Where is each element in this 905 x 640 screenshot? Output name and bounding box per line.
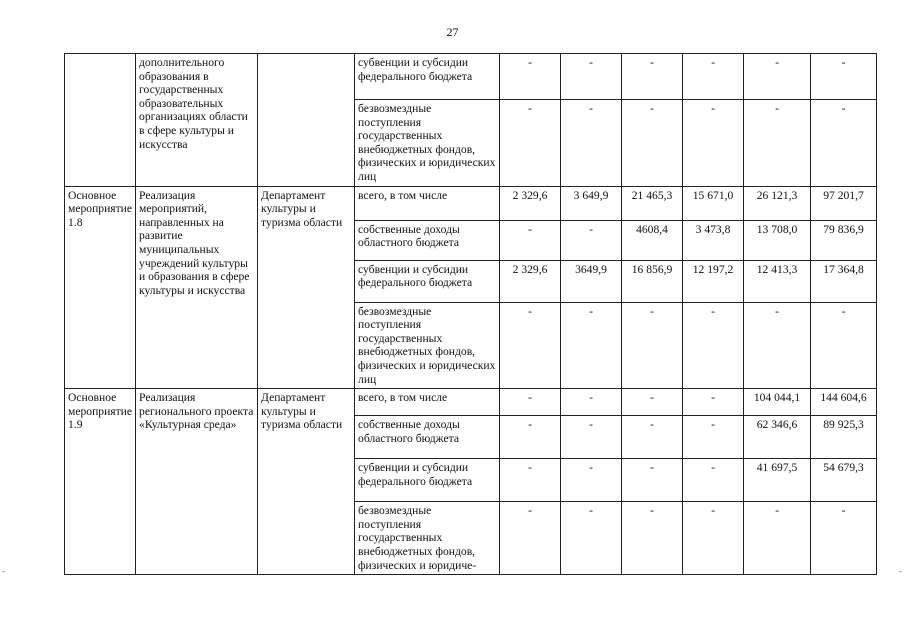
event-name-cell: Реализация регионального проекта «Культурная среда» (136, 389, 258, 575)
value-cell: 4608,4 (622, 220, 683, 260)
value-cell: - (622, 54, 683, 100)
value-cell: - (561, 459, 622, 502)
funding-source-cell: безвозмездные поступления государственных внебюджетных фондов, физических и юридических лиц (355, 100, 500, 187)
value-cell: 16 856,9 (622, 260, 683, 302)
funding-source-cell: субвенции и субсидии федерального бюджета (355, 260, 500, 302)
value-cell: - (683, 54, 744, 100)
value-cell: - (622, 100, 683, 187)
value-cell: - (500, 302, 561, 389)
value-cell: - (683, 416, 744, 459)
funding-source-cell: всего, в том числе (355, 186, 500, 220)
value-cell: - (500, 416, 561, 459)
value-cell: - (744, 502, 811, 575)
value-cell: - (561, 100, 622, 187)
executor-cell (258, 54, 355, 187)
value-cell: 144 604,6 (811, 389, 877, 416)
value-cell: - (500, 100, 561, 187)
scan-edge-mark: - (2, 566, 5, 576)
funding-source-cell: субвенции и субсидии федерального бюджета (355, 459, 500, 502)
value-cell: - (622, 389, 683, 416)
value-cell: - (744, 54, 811, 100)
value-cell: 89 925,3 (811, 416, 877, 459)
value-cell: - (622, 302, 683, 389)
event-name-cell: Реализация мероприятий, направленных на развитие муниципальных учреждений культуры и образования в сфере культуры и искусства (136, 186, 258, 389)
value-cell: - (500, 459, 561, 502)
value-cell: 12 197,2 (683, 260, 744, 302)
value-cell: 62 346,6 (744, 416, 811, 459)
value-cell: 79 836,9 (811, 220, 877, 260)
funding-source-cell: всего, в том числе (355, 389, 500, 416)
value-cell: - (744, 302, 811, 389)
value-cell: 104 044,1 (744, 389, 811, 416)
value-cell: - (683, 302, 744, 389)
scan-edge-mark: - (899, 566, 902, 576)
value-cell: - (811, 502, 877, 575)
executor-cell: Департамент культуры и туризма области (258, 389, 355, 575)
value-cell: 3649,9 (561, 260, 622, 302)
funding-source-cell: субвенции и субсидии федерального бюджета (355, 54, 500, 100)
value-cell: 17 364,8 (811, 260, 877, 302)
event-code-cell: Основное мероприятие 1.8 (65, 186, 136, 389)
value-cell: - (561, 54, 622, 100)
budget-table (64, 53, 877, 575)
value-cell: - (622, 459, 683, 502)
value-cell: - (561, 389, 622, 416)
value-cell: 97 201,7 (811, 186, 877, 220)
table-row (65, 389, 877, 416)
value-cell: 26 121,3 (744, 186, 811, 220)
value-cell: 13 708,0 (744, 220, 811, 260)
value-cell: 2 329,6 (500, 260, 561, 302)
page-number: 27 (446, 25, 459, 39)
value-cell: 2 329,6 (500, 186, 561, 220)
value-cell: 3 473,8 (683, 220, 744, 260)
funding-source-cell: собственные доходы областного бюджета (355, 416, 500, 459)
value-cell: - (811, 302, 877, 389)
value-cell: - (744, 100, 811, 187)
value-cell: - (561, 302, 622, 389)
table-row (65, 186, 877, 220)
value-cell: - (811, 100, 877, 187)
funding-source-cell: безвозмездные поступления государственных внебюджетных фондов, физических и юридических лиц (355, 302, 500, 389)
value-cell: - (561, 502, 622, 575)
value-cell: - (500, 502, 561, 575)
value-cell: - (811, 54, 877, 100)
value-cell: 21 465,3 (622, 186, 683, 220)
executor-cell: Департамент культуры и туризма области (258, 186, 355, 389)
value-cell: - (500, 220, 561, 260)
value-cell: 41 697,5 (744, 459, 811, 502)
value-cell: - (500, 389, 561, 416)
value-cell: 15 671,0 (683, 186, 744, 220)
value-cell: - (622, 502, 683, 575)
value-cell: - (683, 389, 744, 416)
value-cell: - (683, 100, 744, 187)
value-cell: - (622, 416, 683, 459)
value-cell: - (561, 416, 622, 459)
table-row (65, 54, 877, 100)
event-name-cell: дополнительного образования в государственных образовательных организациях области в сфере культуры и искусства (136, 54, 258, 187)
value-cell: - (683, 459, 744, 502)
funding-source-cell: собственные доходы областного бюджета (355, 220, 500, 260)
value-cell: 54 679,3 (811, 459, 877, 502)
value-cell: 3 649,9 (561, 186, 622, 220)
value-cell: - (500, 54, 561, 100)
event-code-cell: Основное мероприятие 1.9 (65, 389, 136, 575)
value-cell: - (683, 502, 744, 575)
value-cell: - (561, 220, 622, 260)
funding-source-cell: безвозмездные поступления государственных внебюджетных фондов, физических и юридиче- (355, 502, 500, 575)
event-code-cell (65, 54, 136, 187)
value-cell: 12 413,3 (744, 260, 811, 302)
